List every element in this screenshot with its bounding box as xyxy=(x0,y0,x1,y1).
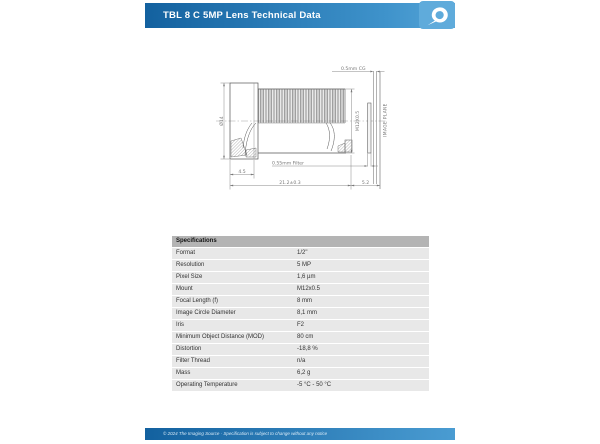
spec-label: Operating Temperature xyxy=(176,382,238,388)
dim-overall-length: 21.2±0.3 xyxy=(279,180,301,186)
lens-technical-drawing xyxy=(210,56,405,201)
spec-label: Minimum Object Distance (MOD) xyxy=(176,334,265,340)
spec-label: Filter Thread xyxy=(176,358,210,364)
table-row xyxy=(172,368,429,379)
dim-flange-distance: 5.2 xyxy=(361,180,370,186)
spec-label: Iris xyxy=(176,322,184,328)
table-row xyxy=(172,308,429,319)
table-row xyxy=(172,272,429,283)
spec-label: Focal Length (f) xyxy=(176,298,219,304)
spec-label: Mass xyxy=(176,370,191,376)
dim-cover-glass: 0.5mm CG xyxy=(341,66,366,72)
spec-label: Format xyxy=(176,250,196,256)
table-row xyxy=(172,380,429,391)
spec-label: Image Circle Diameter xyxy=(176,310,236,316)
spec-label: Pixel Size xyxy=(176,274,203,280)
table-row xyxy=(172,320,429,331)
spec-value: 1,6 µm xyxy=(297,274,316,280)
spec-value: 6,2 g xyxy=(297,370,311,376)
imaging-source-logo-icon xyxy=(424,3,450,27)
image-plane-label: IMAGE PLANE xyxy=(383,103,389,137)
table-row xyxy=(172,356,429,367)
spec-value: 80 cm xyxy=(297,334,314,340)
dim-thread: M12X0.5 xyxy=(356,110,361,132)
table-row xyxy=(172,296,429,307)
dim-diameter: Ø14 xyxy=(220,116,225,126)
table-title: Specifications xyxy=(172,236,429,247)
cover-glass xyxy=(374,71,377,184)
spec-label: Distortion xyxy=(176,346,202,352)
rear-lens-group xyxy=(326,123,352,152)
table-row xyxy=(172,248,429,259)
spec-value: F2 xyxy=(297,322,305,328)
header-bar xyxy=(145,3,455,28)
thread-section xyxy=(258,89,346,153)
table-row xyxy=(172,332,429,343)
spec-value: n/a xyxy=(297,358,306,364)
company-logo xyxy=(419,1,455,29)
spec-label: Resolution xyxy=(176,262,205,268)
table-row xyxy=(172,260,429,271)
footer-bar xyxy=(145,428,455,440)
specifications-table xyxy=(172,236,429,392)
spec-value: 1/2" xyxy=(297,250,308,256)
dim-filter: 0.55mm Filter xyxy=(272,161,305,167)
dim-front-length: 4.5 xyxy=(238,169,246,175)
table-row xyxy=(172,284,429,295)
footer-text: © 2024 The Imaging Source · Specification is subject to change without any notice xyxy=(163,431,328,436)
spec-value: -5 °C - 50 °C xyxy=(297,382,332,388)
filter-glass xyxy=(368,103,371,153)
spec-value: M12x0.5 xyxy=(297,286,321,292)
page-title: TBL 8 C 5MP Lens Technical Data xyxy=(163,10,321,21)
spec-label: Mount xyxy=(176,286,193,292)
table-row xyxy=(172,344,429,355)
spec-value: -18,8 % xyxy=(297,346,318,352)
spec-value: 8,1 mm xyxy=(297,310,318,316)
spec-value: 8 mm xyxy=(297,298,312,304)
spec-value: 5 MP xyxy=(297,262,312,268)
